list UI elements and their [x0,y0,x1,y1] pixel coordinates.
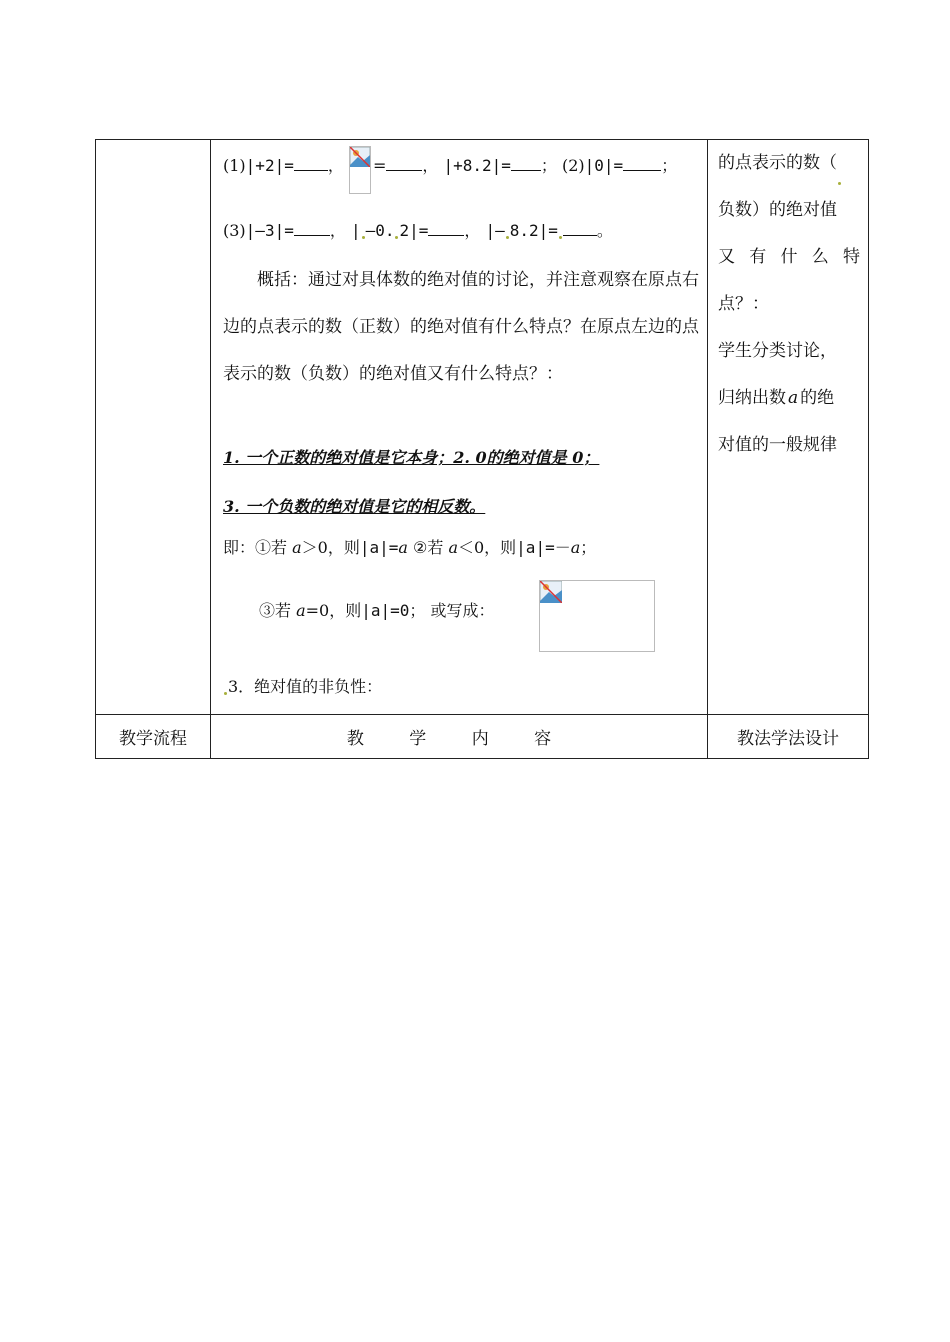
var-a: a [448,538,458,557]
text: ＞0，则 [301,538,360,557]
method-line: 的绝 [800,388,835,408]
formula-image-placeholder [539,580,655,652]
ji-line [223,535,596,558]
dot-mark [506,236,509,239]
dot-mark [838,182,841,185]
method-line: 点？： [718,294,769,314]
var-a: a [398,538,408,557]
answer-blank [511,156,541,171]
label: (3) [223,221,246,240]
text: 即：①若 [223,538,293,557]
text: 3．绝对值的非负性： [228,677,383,696]
exercise-line-1: (1)|+2|= ， = ， |+8.2|= ； (2)|0|= ； [223,156,677,176]
expr: |— [485,221,505,240]
text: ②若 [407,538,449,557]
expr: | [350,221,361,240]
flow-cell-empty [96,140,211,715]
var-a: a [296,601,306,620]
method-line: 又有什么特 [718,247,860,267]
expr: = [372,156,387,175]
answer-blank [428,221,464,236]
expr: |a|=0； [361,601,426,620]
label: (1) [223,156,246,175]
expr: |0|= [584,156,624,175]
summary-paragraph: 概括：通过对具体数的绝对值的讨论，并注意观察在原点右边的点表示的数（正数）的绝对值有什么特点？在原点左边的点表示的数（负数）的绝对值又有什么特点？： [223,270,699,384]
point-3-line [223,674,382,697]
method-line: 归纳出数 [718,388,786,408]
answer-blank [294,156,328,171]
expr: |—3|= [245,221,294,240]
period: 。 [596,221,613,240]
method-cell [708,140,869,715]
answer-blank [386,156,422,171]
text: 或写成： [430,601,495,620]
header-method: 教法学法设计 [708,715,869,759]
method-text [708,140,868,469]
header-flow: 教学流程 [96,715,211,759]
method-line: 对值的一般规律 [718,435,837,455]
text: ； [580,538,597,557]
answer-blank [563,221,597,236]
text: =0，则 [305,601,362,620]
method-line: 的点表示的数（ [718,153,837,173]
method-line: 学生分类讨论， [718,341,837,361]
label: (2) [561,156,585,175]
lesson-table [95,139,869,759]
exercise-line-2: (3)|—3|= ， | —0. 2|= ， |— 8.2|= 。 [223,221,613,240]
expr: 8.2|= [509,221,558,240]
dot-mark [362,236,365,239]
expr: —0. [365,221,395,240]
expr: |a|= [359,538,399,557]
expr: |a|=－ [516,538,571,557]
dot-mark [224,692,227,695]
expr: 2|= [399,221,429,240]
broken-image-icon [349,146,371,194]
expr: |+8.2|= [443,156,511,175]
answer-blank [294,221,330,236]
text: ＜0，则 [457,538,517,557]
expr: |+2|= [245,156,294,175]
answer-blank [623,156,661,171]
text: ③若 [259,601,297,620]
var-a: a [292,538,302,557]
broken-image-icon [540,581,562,603]
dot-mark [559,236,562,239]
var-a: a [570,538,581,557]
var-a: a [788,388,799,408]
rule-line-1: 1. 一个正数的绝对值是它本身；2. 0的绝对值是 0； [223,448,600,467]
rule-line-2: 3. 一个负数的绝对值是它的相反数。 [223,497,486,516]
method-line: 负数）的绝对值 [718,200,837,220]
content-cell [211,140,708,715]
header-content: 教 学 内 容 [211,715,708,759]
